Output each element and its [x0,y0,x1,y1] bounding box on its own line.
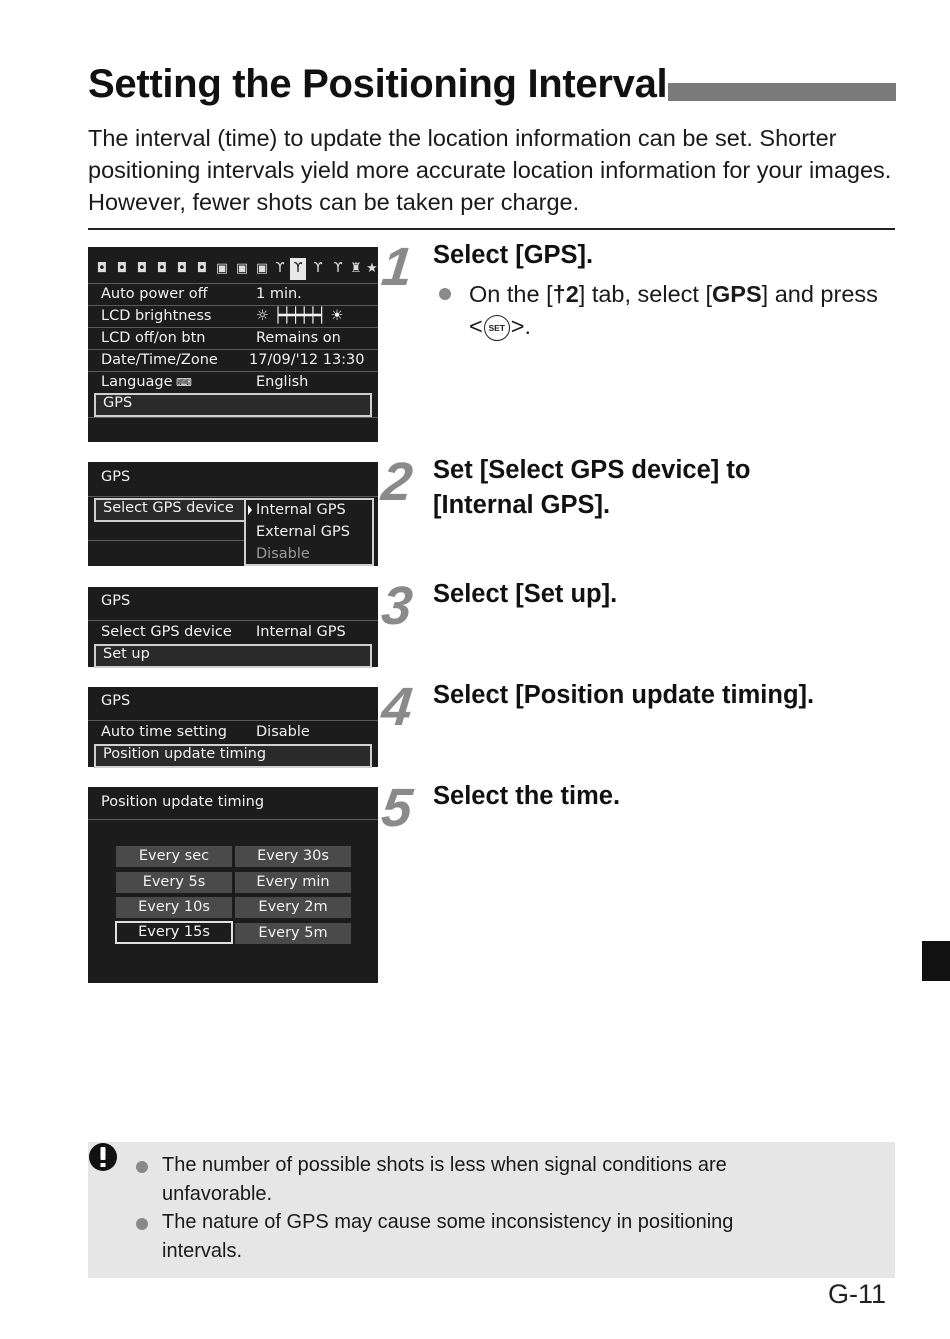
menu-tab-strip [94,258,376,282]
timing-option: Every sec [116,846,232,867]
menu-row-selected [94,393,372,417]
timing-option: Every 5s [116,872,232,893]
timing-option: Every min [235,872,351,893]
menu-row-selected [94,744,372,768]
menu-row [94,622,372,642]
step-title: Set [Select GPS device] to [433,456,751,484]
menu-row [94,350,372,370]
brightness-slider: ☼ ┝┿┿┿┿┥ ☀ [256,308,344,324]
step-number: 2 [378,452,416,512]
timing-option: Every 2m [235,897,351,918]
caution-item-line: The number of possible shots is less when signal conditions are [162,1154,727,1176]
my-menu-star-icon: ★ [366,261,378,276]
screen-position-update-timing [88,787,378,983]
playback-tab-icon: ▣ [235,261,249,276]
step-title: Select the time. [433,782,621,810]
step-number: 1 [378,237,416,297]
bullet-icon [136,1161,148,1173]
step-text-part: ] and press < [469,281,878,339]
menu-row-selected [94,644,372,668]
page-title: Setting the Positioning Interval [88,62,668,106]
step-title: [Internal GPS]. [433,491,611,519]
step-instruction [469,278,889,342]
menu-row-selected [94,498,248,522]
menu-row-label: Auto time setting [101,724,227,740]
menu-row [94,722,372,742]
dropdown-option: External GPS [256,524,350,540]
timing-option: Every 10s [116,897,232,918]
menu-row-label: LCD off/on btn [101,330,206,346]
step-title: Select [GPS]. [433,241,594,269]
step-text-part: ] tab, select [ [578,281,712,307]
menu-row [94,328,372,348]
playback-tab-icon: ▣ [255,261,269,276]
set-button-icon: SET [484,315,510,341]
menu-row-label: GPS [103,395,133,411]
screen-gps-timing-menu [88,687,378,767]
screen-setup-menu [88,247,378,442]
step-title: Select [Position update timing]. [433,681,815,709]
language-icon: ⌨ [172,376,192,389]
shooting-tab-icon: ◘ [136,261,148,276]
dropdown-option: Disable [256,546,310,562]
shooting-tab-icon: ◘ [196,261,208,276]
setup-tab-icon: ϒ [313,261,323,276]
step-number: 3 [378,576,416,636]
page-number: G-11 [828,1279,887,1309]
timing-option: Every 5m [235,923,351,944]
setup-tab-2-icon: ϒ [290,258,306,280]
dropdown-option: Internal GPS [256,502,346,518]
screen-header: GPS [101,693,131,709]
menu-row-value: Internal GPS [256,624,346,640]
step-bold-word: GPS [712,281,762,307]
bullet-icon [439,288,451,300]
caution-icon [88,1142,118,1172]
tab-number: 2 [565,281,579,307]
horizontal-rule [88,228,895,230]
timing-option: Every 30s [235,846,351,867]
shooting-tab-icon: ◘ [116,261,128,276]
custom-function-tab-icon: ♜ [350,261,362,276]
screen-gps-setup [88,587,378,667]
menu-row-value: Remains on [256,330,341,346]
menu-row [94,372,372,392]
menu-row-value: 17/09/'12 13:30 [249,352,365,368]
shooting-tab-icon: ◘ [156,261,168,276]
title-decoration-bar [668,83,896,101]
step-number: 5 [378,778,416,838]
screen-select-gps-device [88,462,378,566]
caution-item-line: intervals. [162,1240,243,1262]
menu-row-label: Language [101,374,173,390]
screen-header: Position update timing [101,794,265,810]
menu-row-label: Select GPS device [101,624,232,640]
caution-item-line: unfavorable. [162,1183,273,1205]
menu-row-label: Set up [103,646,150,662]
menu-row-value: Disable [256,724,310,740]
menu-row-value: English [256,374,309,390]
menu-row-label: Select GPS device [103,500,234,516]
setup-tab-icon: ϒ [333,261,343,276]
menu-row-value: 1 min. [256,286,302,302]
step-text-part: >. [510,313,531,339]
step-number: 4 [378,677,416,737]
menu-row-label: Position update timing [103,746,267,762]
caution-item-line: The nature of GPS may cause some inconsistency in positioning [162,1211,734,1233]
screen-header: GPS [101,593,131,609]
bullet-icon [136,1218,148,1230]
playback-tab-icon: ▣ [215,261,229,276]
menu-row-label: Auto power off [101,286,208,302]
menu-row-label: Date/Time/Zone [101,352,218,368]
setup-tab-icon: ϒ [275,261,285,276]
timing-option-selected: Every 15s [115,921,233,944]
shooting-tab-icon: ◘ [96,261,108,276]
shooting-tab-icon: ◘ [176,261,188,276]
intro-paragraph: The interval (time) to update the location information can be set. Shorter positioning intervals yield more accurate location information for your images. However, fewer shots can be taken per charge. [88,125,892,215]
menu-row-label: LCD brightness [101,308,212,324]
menu-row [94,284,372,304]
gps-device-dropdown [244,498,374,566]
step-text-part: On the [ [469,281,553,307]
setup-tab-icon: † [552,281,566,307]
menu-row [94,306,372,326]
section-thumb-tab [922,941,950,981]
step-title: Select [Set up]. [433,580,618,608]
screen-header: GPS [101,469,131,485]
